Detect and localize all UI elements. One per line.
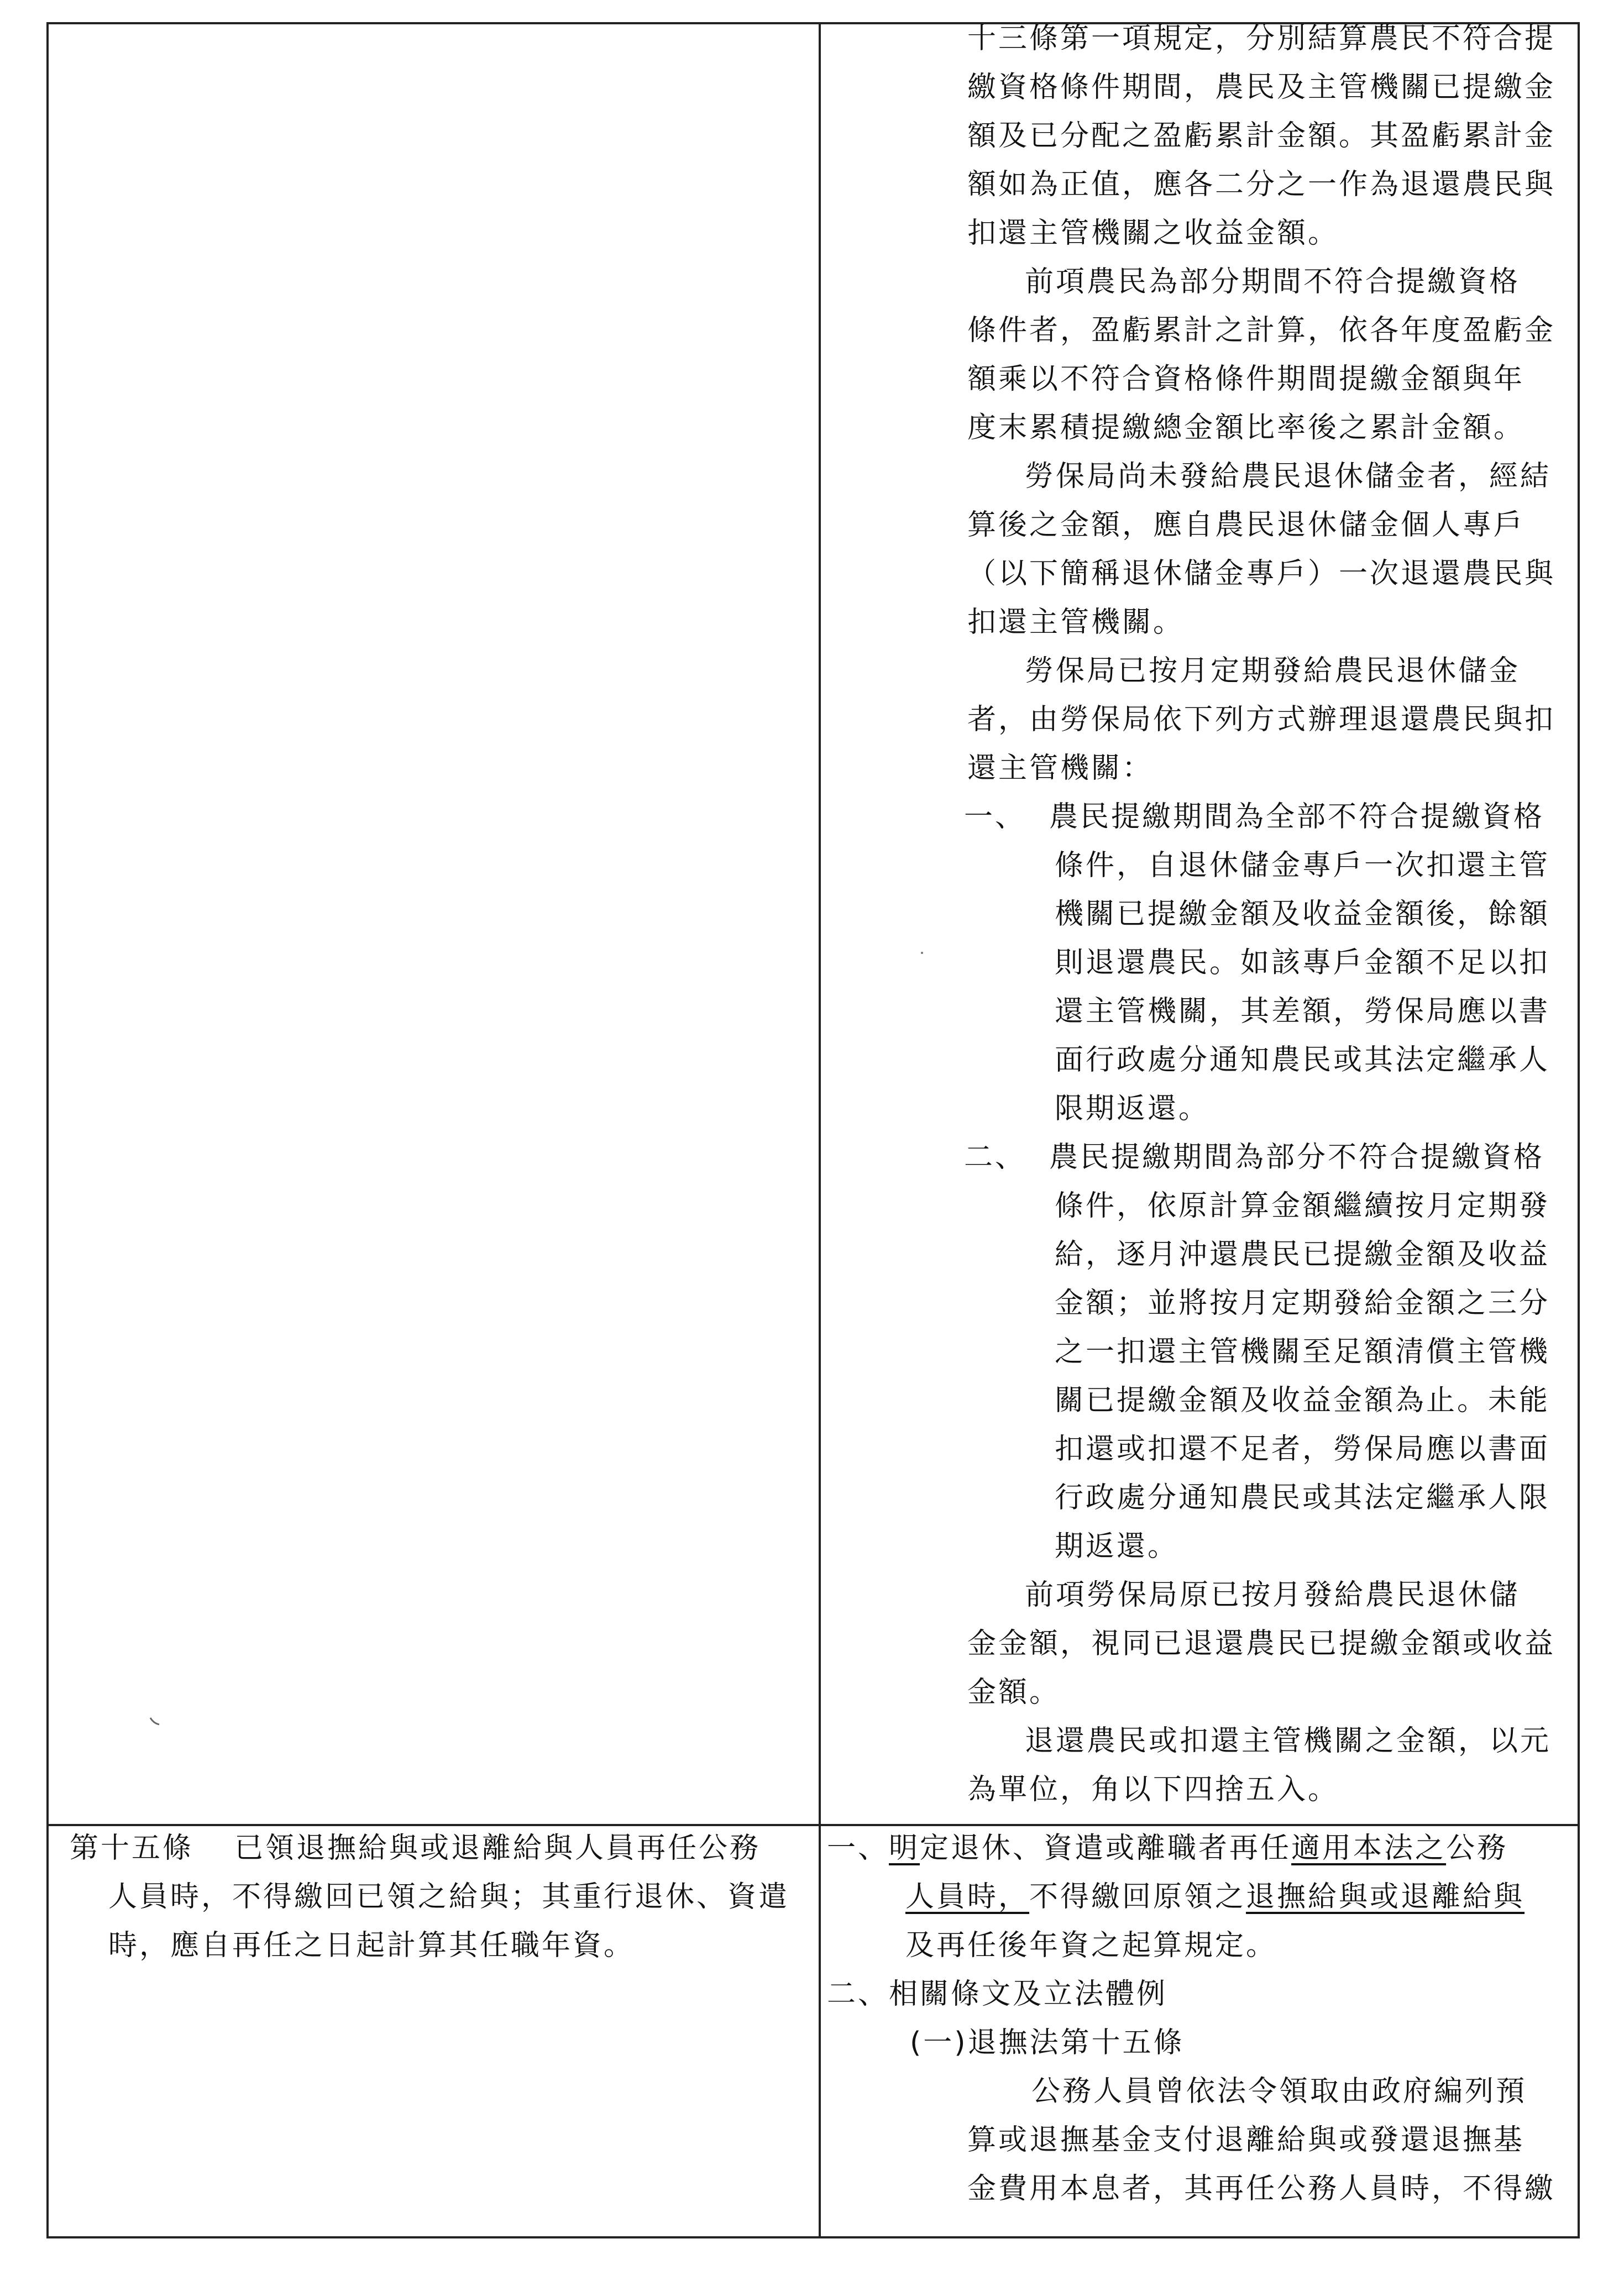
text-line: 算後之金額，應自農民退休儲金個人專戶 bbox=[967, 508, 1525, 542]
text-line: 行政處分通知農民或其法定繼承人限 bbox=[1055, 1481, 1550, 1514]
text-line: 給，逐月沖還農民已提繳金額及收益 bbox=[1055, 1238, 1550, 1271]
underlined-text: 明 bbox=[889, 1832, 920, 1865]
text-line: （以下簡稱退休儲金專戶）一次退還農民與 bbox=[967, 557, 1556, 590]
text-line: 限期返還。 bbox=[1055, 1092, 1210, 1125]
list-number: 二、 bbox=[964, 1141, 1026, 1174]
text-line: 之一扣還主管機關至足額清償主管機 bbox=[1055, 1335, 1550, 1369]
text-segment: 定退休、資遣或離職者再任 bbox=[920, 1832, 1292, 1865]
text-segment: 不得繳回原領之 bbox=[1029, 1880, 1246, 1913]
text-line: 關已提繳金額及收益金額為止。未能 bbox=[1055, 1384, 1550, 1417]
text-line: 已領退撫給與或退離給與人員再任公務 bbox=[234, 1832, 761, 1865]
text-line: 繳資格條件期間，農民及主管機關已提繳金 bbox=[967, 71, 1556, 104]
text-line: 勞保局已按月定期發給農民退休儲金 bbox=[1025, 654, 1521, 688]
text-line: 前項農民為部分期間不符合提繳資格 bbox=[1025, 265, 1521, 298]
sub-heading: (一)退撫法第十五條 bbox=[910, 2026, 1185, 2059]
text-line: 者，由勞保局依下列方式辦理退還農民與扣 bbox=[967, 703, 1556, 736]
text-line: 扣還主管機關。 bbox=[967, 606, 1185, 639]
text-line: 金費用本息者，其再任公務人員時，不得繳 bbox=[967, 2172, 1556, 2205]
article-number: 第十五條 bbox=[70, 1832, 194, 1865]
text-line: 面行政處分通知農民或其法定繼承人 bbox=[1055, 1044, 1550, 1077]
text-line: 機關已提繳金額及收益金額後，餘額 bbox=[1055, 898, 1550, 931]
explanation-point-2: 二、相關條文及立法體例 bbox=[827, 1978, 1168, 2011]
text-line: 十三條第一項規定，分別結算農民不符合提 bbox=[967, 22, 1556, 55]
underlined-text: 退撫給與或退離給與 bbox=[1246, 1880, 1525, 1913]
text-line: 額及已分配之盈虧累計金額。其盈虧累計金 bbox=[967, 119, 1556, 153]
text-line: 則退還農民。如該專戶金額不足以扣 bbox=[1055, 946, 1550, 979]
text-line: 農民提繳期間為全部不符合提繳資格 bbox=[1049, 800, 1545, 833]
text-line: 勞保局尚未發給農民退休儲金者，經結 bbox=[1025, 460, 1552, 493]
text-line: 及再任後年資之起算規定。 bbox=[905, 1929, 1277, 1962]
text-line: 條件，依原計算金額繼續按月定期發 bbox=[1055, 1189, 1550, 1223]
text-line: 條件，自退休儲金專戶一次扣還主管 bbox=[1055, 849, 1550, 882]
text-line: 扣還或扣還不足者，勞保局應以書面 bbox=[1055, 1433, 1550, 1466]
list-number: 一、 bbox=[964, 800, 1026, 833]
text-line: 退還農民或扣還主管機關之金額，以元 bbox=[1025, 1724, 1552, 1758]
text-line: 期返還。 bbox=[1055, 1530, 1179, 1563]
text-line: 為單位，角以下四捨五入。 bbox=[967, 1773, 1339, 1806]
text-line: 額如為正值，應各二分之一作為退還農民與 bbox=[967, 168, 1556, 201]
underlined-text: 適用本法之 bbox=[1291, 1832, 1447, 1865]
text-line: 金金額，視同已退還農民已提繳金額或收益 bbox=[967, 1627, 1556, 1660]
text-line: 額乘以不符合資格條件期間提繳金額與年 bbox=[967, 363, 1525, 396]
underlined-text: 人員時， bbox=[905, 1880, 1030, 1913]
text-line: 度末累積提繳總金額比率後之累計金額。 bbox=[967, 411, 1525, 444]
list-number: 一、 bbox=[827, 1832, 889, 1865]
text-line: 農民提繳期間為部分不符合提繳資格 bbox=[1049, 1141, 1545, 1174]
text-line: 算或退撫基金支付退離給與或發還退撫基 bbox=[967, 2124, 1525, 2157]
text-line: 前項勞保局原已按月發給農民退休儲 bbox=[1025, 1579, 1521, 1612]
text-line: 條件者，盈虧累計之計算，依各年度盈虧金 bbox=[967, 314, 1556, 347]
text-line: 金額。 bbox=[967, 1676, 1061, 1709]
text-line: 還主管機關，其差額，勞保局應以書 bbox=[1055, 995, 1550, 1028]
text-line: 扣還主管機關之收益金額。 bbox=[967, 217, 1339, 250]
text-line: 還主管機關： bbox=[967, 752, 1154, 785]
text-line: 公務人員曾依法令領取由政府編列預 bbox=[1031, 2075, 1527, 2108]
text-line: 金額；並將按月定期發給金額之三分 bbox=[1055, 1287, 1550, 1320]
text-line: 時，應自再任之日起計算其任職年資。 bbox=[108, 1929, 635, 1962]
text-segment: 公務 bbox=[1446, 1832, 1508, 1865]
text-line: 人員時，不得繳回已領之給與；其重行退休、資遣 bbox=[108, 1880, 790, 1913]
